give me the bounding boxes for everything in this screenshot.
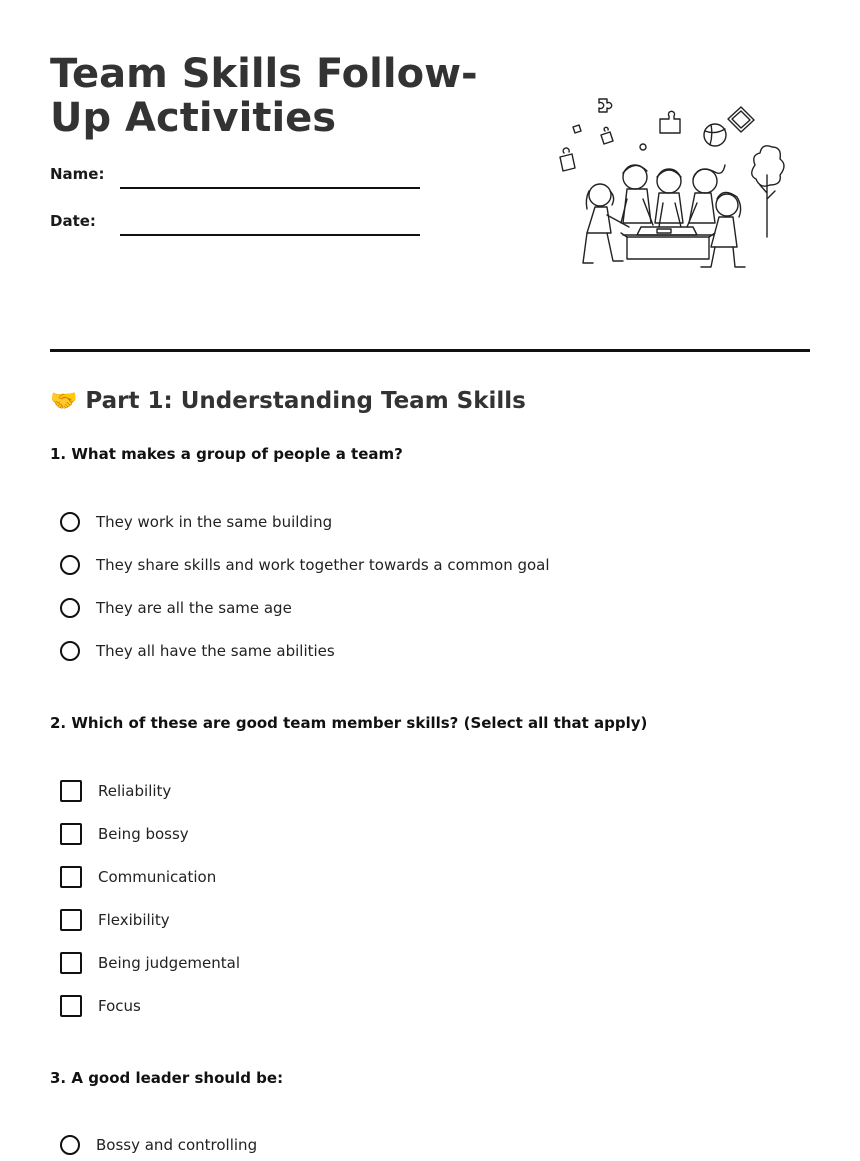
team-kids-illustration <box>555 95 790 280</box>
radio-button[interactable] <box>60 555 80 575</box>
q2-option-2[interactable] <box>60 823 189 845</box>
option-label: Reliability <box>98 782 172 800</box>
q2-option-4[interactable] <box>60 909 170 931</box>
checkbox[interactable] <box>60 780 82 802</box>
option-label: Focus <box>98 997 141 1015</box>
option-label: Flexibility <box>98 911 170 929</box>
date-field[interactable] <box>120 234 420 236</box>
q1-option-3[interactable] <box>60 598 292 618</box>
option-label: They work in the same building <box>96 513 333 531</box>
radio-button[interactable] <box>60 512 80 532</box>
radio-button[interactable] <box>60 1135 80 1155</box>
q2-option-6[interactable] <box>60 995 141 1017</box>
checkbox[interactable] <box>60 823 82 845</box>
checkbox[interactable] <box>60 995 82 1017</box>
option-label: They are all the same age <box>96 599 292 617</box>
checkbox[interactable] <box>60 952 82 974</box>
part1-heading <box>50 388 526 414</box>
part1-heading-text: Part 1: Understanding Team Skills <box>85 388 526 414</box>
name-label: Name: <box>50 165 105 183</box>
question-2: 2. Which of these are good team member skills? (Select all that apply) <box>50 714 648 732</box>
option-label: Communication <box>98 868 217 886</box>
date-label: Date: <box>50 212 96 230</box>
checkbox[interactable] <box>60 866 82 888</box>
option-label: Being judgemental <box>98 954 241 972</box>
q1-option-1[interactable] <box>60 512 332 532</box>
option-label: They share skills and work together towards a common goal <box>96 556 550 574</box>
handshake-icon: 🤝 <box>50 388 78 414</box>
q1-option-4[interactable] <box>60 641 335 661</box>
section-divider <box>50 349 810 352</box>
radio-button[interactable] <box>60 641 80 661</box>
q2-option-3[interactable] <box>60 866 216 888</box>
page-title: Team Skills Follow-Up Activities <box>50 51 478 141</box>
radio-button[interactable] <box>60 598 80 618</box>
question-3: 3. A good leader should be: <box>50 1069 284 1087</box>
q2-option-1[interactable] <box>60 780 171 802</box>
checkbox[interactable] <box>60 909 82 931</box>
q2-option-5[interactable] <box>60 952 240 974</box>
option-label: They all have the same abilities <box>96 642 335 660</box>
q3-option-1[interactable] <box>60 1135 257 1155</box>
name-field[interactable] <box>120 187 420 189</box>
question-1: 1. What makes a group of people a team? <box>50 445 403 463</box>
q1-option-2[interactable] <box>60 555 550 575</box>
option-label: Being bossy <box>98 825 189 843</box>
option-label: Bossy and controlling <box>96 1136 258 1154</box>
